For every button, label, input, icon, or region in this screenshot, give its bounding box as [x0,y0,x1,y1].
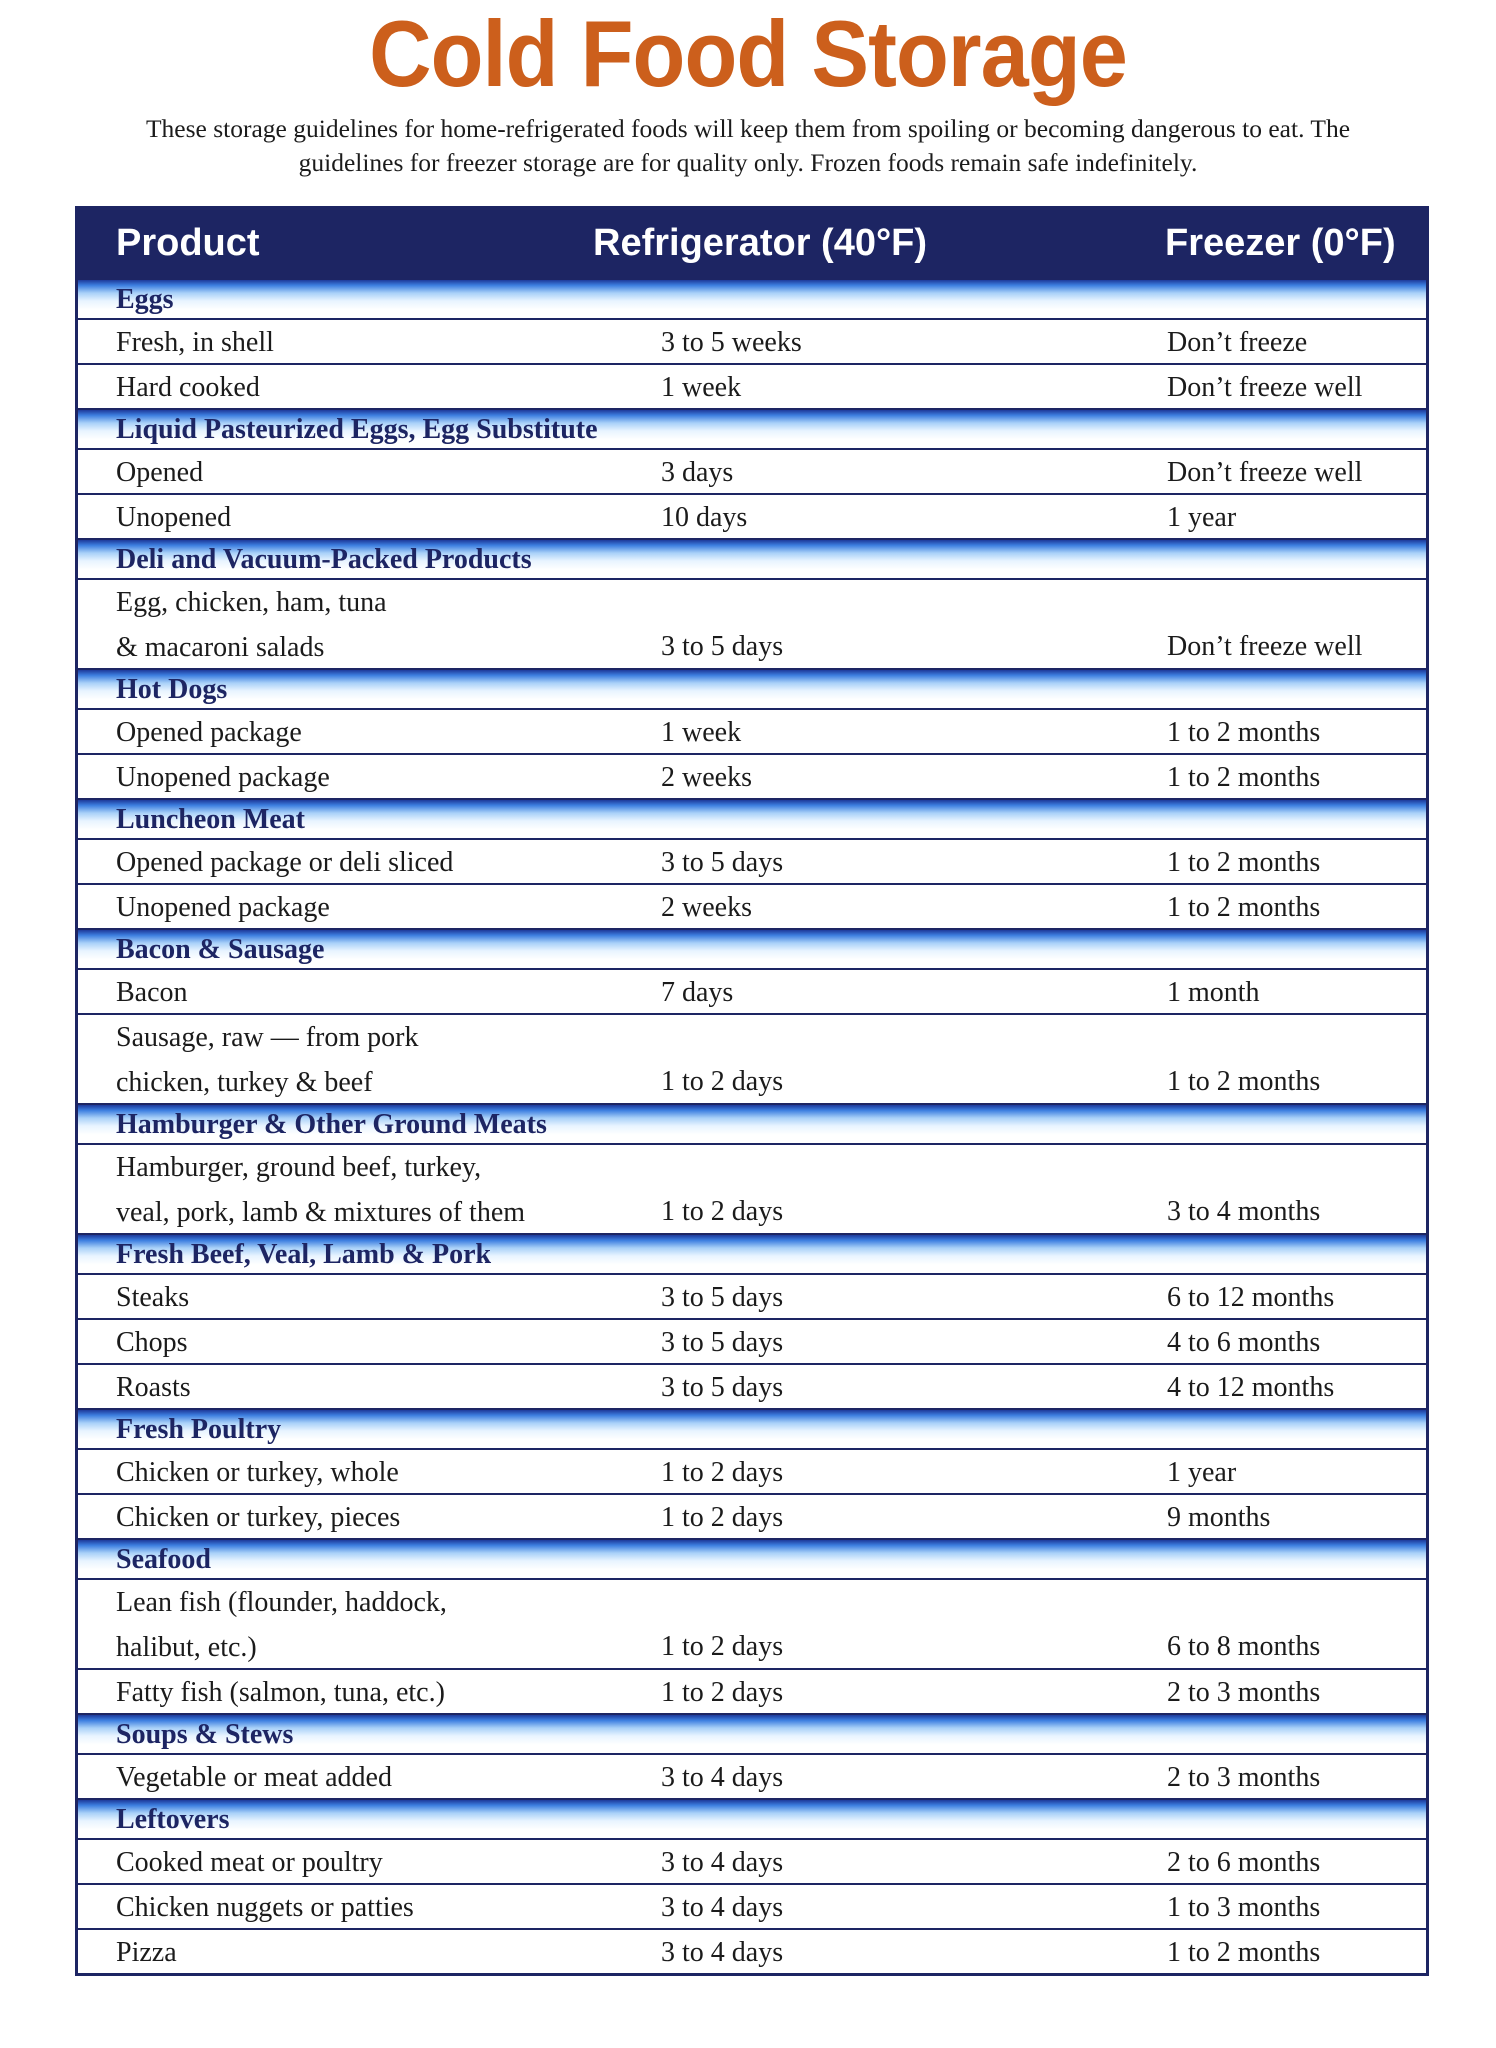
product-line: Sausage, raw — from pork [116,1022,419,1053]
product-cell [116,1320,188,1365]
product-line: halibut, etc.) [116,1632,257,1663]
refrigerator-cell: 10 days [661,502,748,533]
column-header-freezer: Freezer (0°F) [1165,222,1396,264]
refrigerator-cell: 1 week [661,372,742,403]
freezer-cell: 1 to 2 months [1167,847,1321,878]
category-label: Seafood [116,1544,211,1575]
category-header [78,800,1426,840]
product-line: Vegetable or meat added [116,1762,392,1793]
refrigerator-cell: 3 to 5 weeks [661,327,802,358]
category-label: Fresh Beef, Veal, Lamb & Pork [116,1239,492,1270]
refrigerator-cell: 2 weeks [661,892,752,923]
freezer-cell: 3 to 4 months [1167,1196,1321,1227]
category-label: Eggs [116,284,174,315]
refrigerator-cell: 3 to 5 days [661,1282,784,1313]
refrigerator-cell: 3 to 4 days [661,1892,784,1923]
product-line: Chicken or turkey, whole [116,1457,399,1488]
product-line: Opened [116,457,204,488]
intro-text: These storage guidelines for home-refrigerated foods will keep them from spoiling or becoming dangerous to eat. The guidelines for freezer storage are for quality only. Frozen foods remain safe indefinitely. [145,114,1351,177]
category-label: Deli and Vacuum-Packed Products [116,544,532,575]
product-cell [116,1755,392,1800]
product-cell [116,1930,177,1975]
column-header-product: Product [116,222,260,264]
refrigerator-cell: 3 to 4 days [661,1762,784,1793]
table-row [78,1580,1426,1670]
table-row [78,755,1426,800]
category-label: Bacon & Sausage [116,934,325,965]
category-header [78,1235,1426,1275]
product-line: chicken, turkey & beef [116,1067,373,1098]
table-row [78,840,1426,885]
refrigerator-cell: 2 weeks [661,762,752,793]
table-row [78,1930,1426,1973]
freezer-cell: 1 year [1167,502,1237,533]
table-row [78,710,1426,755]
freezer-cell: 9 months [1167,1502,1271,1533]
product-cell [116,1885,414,1930]
refrigerator-cell: 1 to 2 days [661,1196,784,1227]
product-cell [116,1145,636,1235]
table-row [78,495,1426,540]
product-line: Hard cooked [116,372,260,403]
table-row [78,885,1426,930]
product-line: Lean fish (flounder, haddock, [116,1587,447,1618]
category-label: Fresh Poultry [116,1414,282,1445]
product-cell [116,580,636,670]
table-header [78,206,1426,280]
product-line: Steaks [116,1282,190,1313]
product-cell [116,1015,636,1105]
table-row [78,365,1426,410]
product-line: Pizza [116,1937,177,1968]
category-label: Luncheon Meat [116,804,305,835]
category-header [78,1715,1426,1755]
freezer-cell: 2 to 3 months [1167,1762,1321,1793]
product-line: Unopened package [116,762,330,793]
freezer-cell: 6 to 12 months [1167,1282,1335,1313]
product-cell [116,1670,445,1715]
category-label: Liquid Pasteurized Eggs, Egg Substitute [116,414,598,445]
product-cell [116,1275,189,1320]
table-row [78,1670,1426,1715]
freezer-cell: Don’t freeze [1167,327,1308,358]
refrigerator-cell: 1 to 2 days [661,1631,784,1662]
freezer-cell: 6 to 8 months [1167,1631,1321,1662]
product-cell [116,365,260,410]
product-cell [116,1840,383,1885]
category-header [78,1105,1426,1145]
product-cell [116,495,231,540]
category-label: Hot Dogs [116,674,228,705]
page-title: Cold Food Storage [369,1,1127,106]
product-line: & macaroni salads [116,632,325,663]
product-line: Chicken nuggets or patties [116,1892,414,1923]
table-row [78,450,1426,495]
product-cell [116,1580,636,1670]
product-cell [116,755,330,800]
category-header [78,280,1426,320]
product-line: Chicken or turkey, pieces [116,1502,401,1533]
table-row [78,1755,1426,1800]
freezer-cell: Don’t freeze well [1167,631,1363,662]
refrigerator-cell: 1 to 2 days [661,1502,784,1533]
product-line: Unopened package [116,892,330,923]
product-line: Opened package or deli sliced [116,847,454,878]
freezer-cell: 1 to 2 months [1167,1937,1321,1968]
freezer-cell: Don’t freeze well [1167,372,1363,403]
refrigerator-cell: 3 to 4 days [661,1847,784,1878]
refrigerator-cell: 1 to 2 days [661,1677,784,1708]
table-row [78,1365,1426,1410]
table-row [78,1495,1426,1540]
column-header-refrigerator: Refrigerator (40°F) [593,222,928,264]
category-header [78,540,1426,580]
refrigerator-cell: 3 days [661,457,734,488]
refrigerator-cell: 1 to 2 days [661,1066,784,1097]
refrigerator-cell: 3 to 5 days [661,847,784,878]
refrigerator-cell: 3 to 5 days [661,631,784,662]
freezer-cell: 4 to 6 months [1167,1327,1321,1358]
category-header [78,410,1426,450]
product-cell [116,970,188,1015]
table-row [78,1145,1426,1235]
product-line: Hamburger, ground beef, turkey, [116,1152,482,1183]
table-row [78,1450,1426,1495]
freezer-cell: 1 to 2 months [1167,892,1321,923]
table-body [78,280,1426,1973]
product-line: Unopened [116,502,232,533]
table-row [78,580,1426,670]
product-line: veal, pork, lamb & mixtures of them [116,1197,526,1228]
refrigerator-cell: 3 to 5 days [661,1327,784,1358]
product-cell [116,885,330,930]
freezer-cell: 1 year [1167,1457,1237,1488]
category-label: Leftovers [116,1804,230,1835]
product-cell [116,710,302,755]
category-header [78,1410,1426,1450]
freezer-cell: 1 month [1167,977,1260,1008]
category-header [78,1540,1426,1580]
freezer-cell: 1 to 2 months [1167,717,1321,748]
refrigerator-cell: 3 to 4 days [661,1937,784,1968]
freezer-cell: 2 to 3 months [1167,1677,1321,1708]
freezer-cell: 1 to 2 months [1167,762,1321,793]
product-line: Fresh, in shell [116,327,274,358]
table-row [78,1275,1426,1320]
refrigerator-cell: 7 days [661,977,734,1008]
product-line: Egg, chicken, ham, tuna [116,587,387,618]
product-line: Fatty fish (salmon, tuna, etc.) [116,1677,445,1708]
freezer-cell: 1 to 2 months [1167,1066,1321,1097]
product-cell [116,840,453,885]
table-row [78,970,1426,1015]
product-line: Cooked meat or poultry [116,1847,383,1878]
product-cell [116,1450,399,1495]
table-row [78,1885,1426,1930]
freezer-cell: 2 to 6 months [1167,1847,1321,1878]
refrigerator-cell: 3 to 5 days [661,1372,784,1403]
product-cell [116,320,274,365]
category-header [78,670,1426,710]
freezer-cell: 1 to 3 months [1167,1892,1321,1923]
product-cell [116,1495,400,1540]
table-row [78,1320,1426,1365]
category-label: Soups & Stews [116,1719,294,1750]
freezer-cell: 4 to 12 months [1167,1372,1335,1403]
product-line: Roasts [116,1372,191,1403]
product-line: Chops [116,1327,188,1358]
refrigerator-cell: 1 to 2 days [661,1457,784,1488]
storage-table [75,206,1429,1976]
product-cell [116,1365,191,1410]
product-line: Opened package [116,717,302,748]
product-cell [116,450,203,495]
table-row [78,1015,1426,1105]
category-label: Hamburger & Other Ground Meats [116,1109,547,1140]
table-row [78,1840,1426,1885]
table-row [78,320,1426,365]
category-header [78,930,1426,970]
category-header [78,1800,1426,1840]
product-line: Bacon [116,977,188,1008]
refrigerator-cell: 1 week [661,717,742,748]
freezer-cell: Don’t freeze well [1167,457,1363,488]
